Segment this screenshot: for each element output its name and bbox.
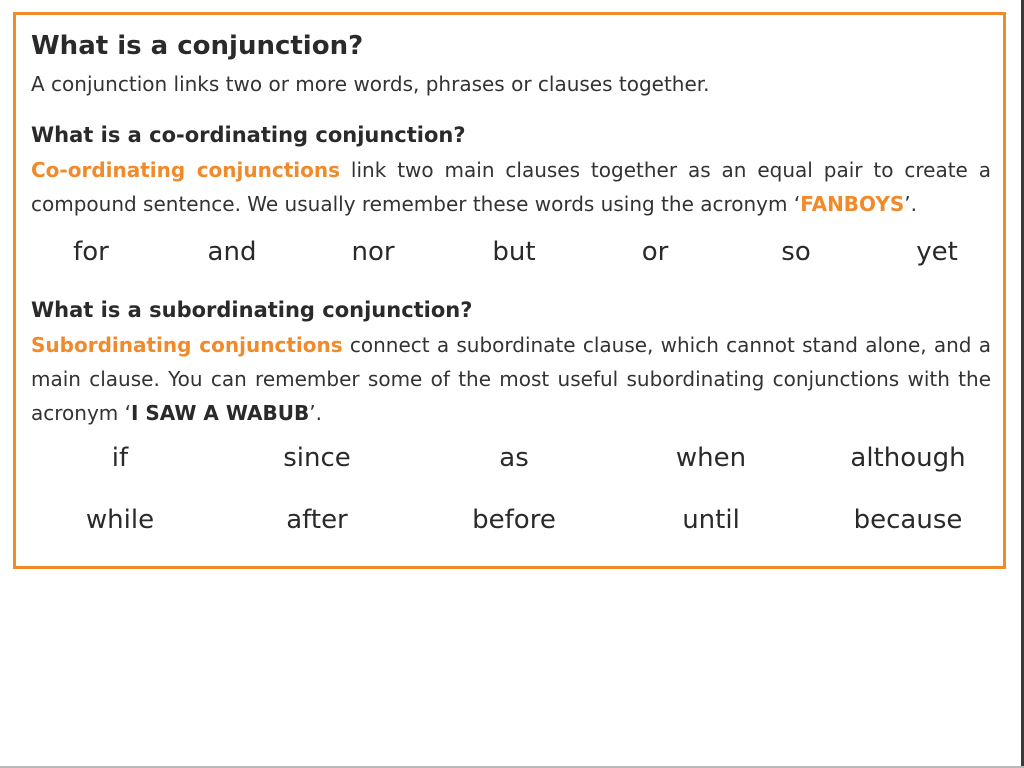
subordinating-word: before	[472, 505, 556, 535]
coordinating-heading: What is a co-ordinating conjunction?	[31, 123, 466, 147]
subordinating-word: after	[286, 505, 348, 535]
coordinating-word: yet	[916, 237, 958, 267]
subordinating-word: because	[853, 505, 963, 535]
coordinating-word: or	[641, 237, 669, 267]
subordinating-term: Subordinating conjunctions	[31, 333, 343, 357]
coordinating-word: so	[781, 237, 811, 267]
page-title: What is a conjunction?	[31, 31, 364, 61]
coordinating-text-2: ’.	[904, 192, 917, 216]
subordinating-paragraph	[31, 328, 991, 430]
coordinating-word: for	[73, 237, 109, 267]
fanboys-acronym: FANBOYS	[800, 192, 905, 216]
subordinating-word: since	[283, 443, 351, 473]
subordinating-text-1: connect a subordinate clause, which cannot stand alone, and a main clause. You can remember some of the most useful subordinating conjunctions with the acronym ‘	[31, 333, 991, 425]
subordinating-word: until	[682, 505, 740, 535]
coordinating-word: nor	[351, 237, 395, 267]
coordinating-paragraph	[31, 153, 991, 221]
coordinating-word: but	[492, 237, 536, 267]
subordinating-word: if	[111, 443, 129, 473]
coordinating-term: Co-ordinating conjunctions	[31, 158, 341, 182]
subordinating-text-2: ’.	[309, 401, 322, 425]
subordinating-word: as	[499, 443, 529, 473]
subordinating-word: when	[675, 443, 747, 473]
wabub-acronym: I SAW A WABUB	[130, 401, 310, 425]
subordinating-heading: What is a subordinating conjunction?	[31, 298, 473, 322]
subordinating-word: while	[85, 505, 155, 535]
conjunction-info-card	[13, 12, 1006, 569]
intro-text: A conjunction links two or more words, phrases or clauses together.	[31, 72, 710, 96]
subordinating-word: although	[850, 443, 966, 473]
coordinating-text-1: link two main clauses together as an equal pair to create a compound sentence. We usually remember these words using the acronym ‘	[31, 158, 992, 216]
coordinating-word: and	[207, 237, 257, 267]
